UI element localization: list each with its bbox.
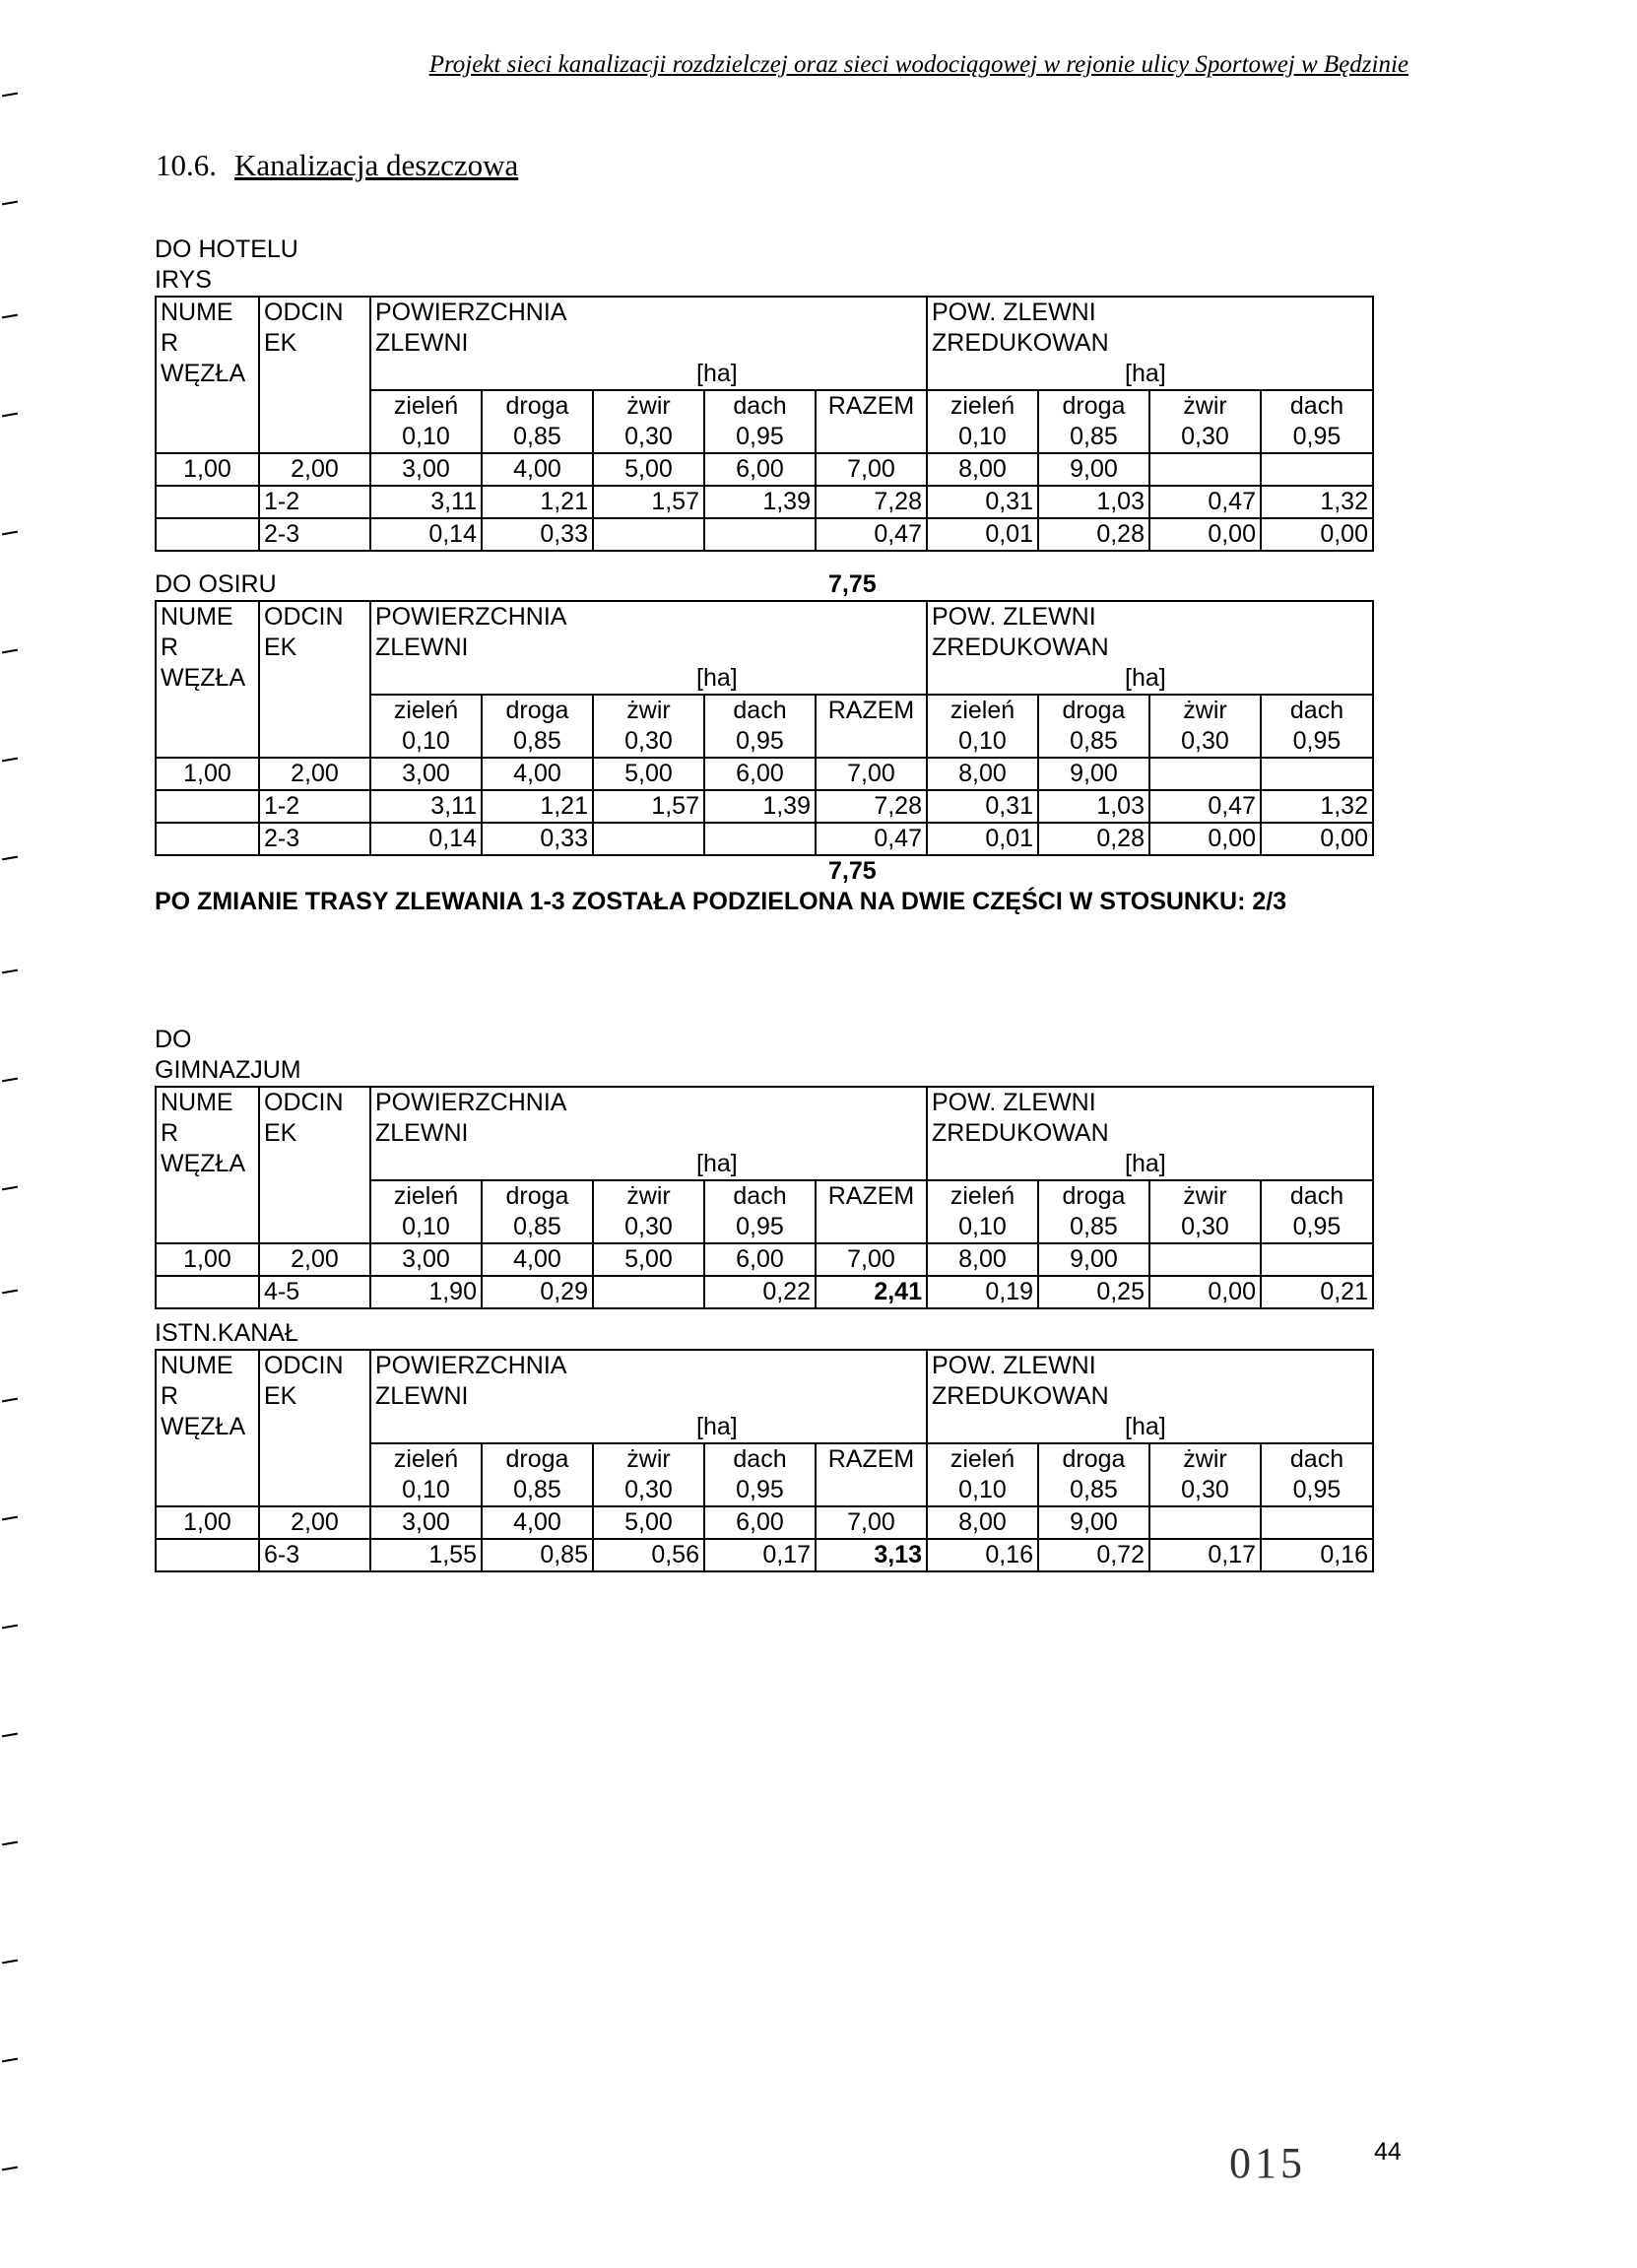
block-label: DO GIMNAZJUM [155,1026,301,1084]
column-number: 4,00 [482,1506,593,1539]
header-zredukowan: ZREDUKOWAN [927,1118,1373,1149]
header-nume-line2: R [156,1118,259,1149]
subheader-6: droga [1038,1443,1149,1475]
table-cell: 0,00 [1149,1276,1261,1308]
header-empty [259,1412,370,1443]
subheader-7: żwir [1149,1443,1261,1475]
binding-mark [2,1841,18,1846]
column-number: 2,00 [259,453,370,486]
table-cell: 2-3 [259,518,370,551]
subheader-2: żwir [593,390,704,422]
table-cell: 1,57 [593,790,704,823]
binding-mark [2,314,18,319]
coefficient-1: 0,85 [482,1475,593,1506]
archive-stamp: 015 [1229,2139,1306,2187]
header-empty [259,1475,370,1506]
coefficient-3: 0,95 [704,1475,816,1506]
subheader-0: zieleń [370,1180,482,1212]
column-number [1261,1243,1373,1276]
subheader-8: dach [1261,1180,1373,1212]
data-table [155,296,1374,552]
coefficient-1: 0,85 [482,726,593,758]
binding-mark [2,856,18,861]
header-odcinek: ODCIN [259,297,370,328]
subheader-6: droga [1038,1180,1149,1212]
header-nume: NUME [156,1087,259,1118]
header-zredukowan: ZREDUKOWAN [927,633,1373,663]
coefficient-1: 0,85 [482,422,593,453]
column-number: 1,00 [156,453,259,486]
coefficient-3: 0,95 [704,726,816,758]
binding-mark [2,2058,18,2063]
coefficient-2: 0,30 [593,1475,704,1506]
column-number: 4,00 [482,453,593,486]
subheader-6: droga [1038,390,1149,422]
table-cell: 1,39 [704,486,816,518]
table-cell: 2,41 [816,1276,927,1308]
table-cell: 1,03 [1038,790,1149,823]
coefficient-4 [816,726,927,758]
table-cell: 3,11 [370,486,482,518]
column-number [1261,1506,1373,1539]
subheader-1: droga [482,695,593,726]
column-number: 7,00 [816,1243,927,1276]
column-number: 9,00 [1038,758,1149,790]
coefficient-3: 0,95 [704,1212,816,1243]
subheader-3: dach [704,1443,816,1475]
subheader-1: droga [482,1443,593,1475]
coefficient-6: 0,85 [1038,726,1149,758]
column-number: 9,00 [1038,1506,1149,1539]
table-cell: 0,00 [1149,518,1261,551]
coefficient-6: 0,85 [1038,1212,1149,1243]
table-cell: 0,19 [927,1276,1038,1308]
table-cell: 7,28 [816,486,927,518]
table-block [155,1318,1374,1572]
column-number: 2,00 [259,1243,370,1276]
header-unit-ha: [ha] [927,359,1373,390]
subheader-3: dach [704,390,816,422]
header-zredukowan: ZREDUKOWAN [927,328,1373,359]
subheader-2: żwir [593,695,704,726]
binding-mark [2,93,18,98]
table-cell: 0,14 [370,518,482,551]
binding-mark [2,1398,18,1403]
table-cell: 2-3 [259,823,370,855]
section-title: Kanalizacja deszczowa [234,148,519,182]
table-cell: 0,16 [1261,1539,1373,1571]
table-cell: 0,72 [1038,1539,1149,1571]
column-number: 9,00 [1038,453,1149,486]
table-cell: 1,21 [482,486,593,518]
header-unit-ha: [ha] [370,359,927,390]
coefficient-8: 0,95 [1261,1212,1373,1243]
table-cell: 0,31 [927,486,1038,518]
table-cell: 0,25 [1038,1276,1149,1308]
coefficient-2: 0,30 [593,422,704,453]
header-empty [156,726,259,758]
table-cell [156,1276,259,1308]
table-cell: 0,47 [1149,790,1261,823]
column-number: 8,00 [927,1243,1038,1276]
table-cell: 0,29 [482,1276,593,1308]
header-empty [156,1180,259,1212]
table-row [156,823,1373,855]
header-zlewni: ZLEWNI [375,329,469,357]
column-number: 7,00 [816,453,927,486]
header-odcinek-line2: EK [259,633,370,663]
header-empty [259,663,370,695]
header-zredukowan: ZREDUKOWAN [927,1381,1373,1412]
table-cell: 0,17 [1149,1539,1261,1571]
table-cell: 1-2 [259,486,370,518]
binding-mark [2,1186,18,1191]
column-number: 4,00 [482,1243,593,1276]
column-number: 2,00 [259,758,370,790]
subheader-0: zieleń [370,1443,482,1475]
table-cell [156,823,259,855]
binding-mark [2,1960,18,1965]
section-number: 10.6. [156,148,217,182]
header-odcinek-line2: EK [259,328,370,359]
column-number: 3,00 [370,1506,482,1539]
block-label: ISTN.KANAŁ [155,1319,298,1347]
table-cell [704,518,816,551]
table-cell: 3,13 [816,1539,927,1571]
column-number [1149,1506,1261,1539]
table-cell [593,518,704,551]
header-nume-line2: R [156,328,259,359]
table-cell: 4-5 [259,1276,370,1308]
table-cell: 0,21 [1261,1276,1373,1308]
table-cell [704,823,816,855]
table-cell: 0,47 [816,823,927,855]
header-empty [259,1180,370,1212]
header-nume-line2: R [156,633,259,663]
column-number: 5,00 [593,1506,704,1539]
table-cell: 0,47 [1149,486,1261,518]
column-number: 6,00 [704,453,816,486]
column-number: 7,00 [816,1506,927,1539]
table-block [155,1025,1374,1309]
column-number [1149,1243,1261,1276]
header-empty [259,726,370,758]
header-pow-zlewni: POW. ZLEWNI [927,601,1373,633]
table-cell: 0,28 [1038,518,1149,551]
coefficient-6: 0,85 [1038,422,1149,453]
table-row [156,486,1373,518]
header-unit-ha: [ha] [927,663,1373,695]
data-table [155,1349,1374,1572]
header-wezla: WĘZŁA [156,359,259,390]
header-unit-ha: [ha] [370,663,927,695]
table-block [155,569,1396,917]
subheader-1: droga [482,1180,593,1212]
table-cell [156,486,259,518]
table-cell: 0,01 [927,823,1038,855]
column-number: 8,00 [927,758,1038,790]
block-total-after: 7,75 [828,857,877,885]
coefficient-8: 0,95 [1261,726,1373,758]
table-cell: 0,00 [1261,823,1373,855]
column-number: 7,00 [816,758,927,790]
block-label: DO OSIRU 7,75 [155,570,877,598]
header-empty [156,390,259,422]
coefficient-6: 0,85 [1038,1475,1149,1506]
column-number: 9,00 [1038,1243,1149,1276]
header-empty [259,1149,370,1180]
header-pow-zlewni: POW. ZLEWNI [927,297,1373,328]
column-number: 3,00 [370,1243,482,1276]
column-number [1261,758,1373,790]
column-number: 1,00 [156,758,259,790]
binding-mark [2,201,18,206]
data-table [155,600,1374,856]
header-nume: NUME [156,1350,259,1381]
note-text: PO ZMIANIE TRASY ZLEWANIA 1-3 ZOSTAŁA PODZIELONA NA DWIE CZĘŚCI W STOSUNKU: 2/3 [155,888,1287,915]
coefficient-2: 0,30 [593,1212,704,1243]
coefficient-0: 0,10 [370,726,482,758]
header-unit-ha: [ha] [370,1149,927,1180]
header-empty [259,359,370,390]
header-unit-ha: [ha] [927,1149,1373,1180]
coefficient-0: 0,10 [370,1475,482,1506]
coefficient-8: 0,95 [1261,422,1373,453]
header-empty [259,695,370,726]
subheader-6: droga [1038,695,1149,726]
header-odcinek: ODCIN [259,1350,370,1381]
binding-mark [2,531,18,536]
table-cell: 0,31 [927,790,1038,823]
subheader-4: RAZEM [816,390,927,422]
header-empty [156,695,259,726]
table-cell [156,790,259,823]
header-zlewni: ZLEWNI [375,1119,469,1147]
coefficient-3: 0,95 [704,422,816,453]
table-cell: 1,55 [370,1539,482,1571]
subheader-8: dach [1261,390,1373,422]
column-number: 5,00 [593,1243,704,1276]
header-powierzchnia: POWIERZCHNIA [370,601,927,633]
table-cell: 0,00 [1149,823,1261,855]
table-cell: 0,17 [704,1539,816,1571]
column-number: 6,00 [704,758,816,790]
subheader-8: dach [1261,695,1373,726]
header-empty [156,1212,259,1243]
coefficient-7: 0,30 [1149,726,1261,758]
subheader-8: dach [1261,1443,1373,1475]
column-number: 5,00 [593,758,704,790]
coefficient-5: 0,10 [927,726,1038,758]
subheader-4: RAZEM [816,1443,927,1475]
table-cell: 1,90 [370,1276,482,1308]
header-odcinek: ODCIN [259,601,370,633]
subheader-5: zieleń [927,1180,1038,1212]
subheader-4: RAZEM [816,1180,927,1212]
column-number: 3,00 [370,758,482,790]
column-number [1261,453,1373,486]
data-table [155,1086,1374,1309]
coefficient-7: 0,30 [1149,1475,1261,1506]
page-header: Projekt sieci kanalizacji rozdzielczej oraz sieci wodociągowej w rejonie ulicy Sportowej w Będzinie [428,51,1408,78]
table-cell: 1,03 [1038,486,1149,518]
subheader-5: zieleń [927,390,1038,422]
coefficient-0: 0,10 [370,1212,482,1243]
table-cell: 0,85 [482,1539,593,1571]
subheader-1: droga [482,390,593,422]
header-zlewni: ZLEWNI [375,634,469,661]
header-empty [259,422,370,453]
page-number: 44 [1374,2138,1402,2166]
subheader-5: zieleń [927,1443,1038,1475]
table-cell [156,1539,259,1571]
table-cell: 1,57 [593,486,704,518]
table-cell: 0,33 [482,518,593,551]
table-cell: 0,56 [593,1539,704,1571]
coefficient-4 [816,1212,927,1243]
table-cell [593,823,704,855]
column-number: 6,00 [704,1243,816,1276]
binding-mark [2,1733,18,1738]
table-cell: 0,33 [482,823,593,855]
table-row [156,790,1373,823]
column-number: 5,00 [593,453,704,486]
column-number: 1,00 [156,1506,259,1539]
table-cell: 0,28 [1038,823,1149,855]
coefficient-7: 0,30 [1149,422,1261,453]
column-number: 2,00 [259,1506,370,1539]
header-powierzchnia: POWIERZCHNIA [370,297,927,328]
column-number: 8,00 [927,1506,1038,1539]
table-cell: 0,14 [370,823,482,855]
table-cell: 1,32 [1261,790,1373,823]
section-heading [156,148,518,183]
table-cell: 0,16 [927,1539,1038,1571]
subheader-2: żwir [593,1443,704,1475]
header-empty [259,1212,370,1243]
header-odcinek-line2: EK [259,1118,370,1149]
header-powierzchnia: POWIERZCHNIA [370,1087,927,1118]
table-cell: 0,01 [927,518,1038,551]
table-cell [593,1276,704,1308]
binding-mark [2,758,18,763]
coefficient-5: 0,10 [927,1212,1038,1243]
header-empty [156,422,259,453]
table-block [155,234,1374,552]
coefficient-5: 0,10 [927,422,1038,453]
table-cell [156,518,259,551]
table-cell: 3,11 [370,790,482,823]
coefficient-4 [816,1475,927,1506]
subheader-3: dach [704,1180,816,1212]
table-cell: 7,28 [816,790,927,823]
column-number: 6,00 [704,1506,816,1539]
header-empty [259,390,370,422]
table-cell: 1,39 [704,790,816,823]
table-cell: 1,32 [1261,486,1373,518]
binding-mark [2,1516,18,1521]
header-empty [156,1443,259,1475]
header-nume: NUME [156,297,259,328]
subheader-7: żwir [1149,1180,1261,1212]
table-cell: 6-3 [259,1539,370,1571]
header-powierzchnia: POWIERZCHNIA [370,1350,927,1381]
header-unit-ha: [ha] [927,1412,1373,1443]
header-wezla: WĘZŁA [156,663,259,695]
header-wezla: WĘZŁA [156,1149,259,1180]
binding-mark [2,969,18,974]
subheader-4: RAZEM [816,695,927,726]
coefficient-1: 0,85 [482,1212,593,1243]
subheader-5: zieleń [927,695,1038,726]
table-cell: 1-2 [259,790,370,823]
subheader-7: żwir [1149,695,1261,726]
subheader-0: zieleń [370,695,482,726]
block-total: 7,75 [828,570,877,598]
table-row [156,518,1373,551]
binding-mark [2,413,18,418]
block-label: DO HOTELU IRYS [155,235,298,294]
header-empty [259,1443,370,1475]
binding-mark [2,649,18,654]
coefficient-0: 0,10 [370,422,482,453]
coefficient-8: 0,95 [1261,1475,1373,1506]
table-cell: 0,00 [1261,518,1373,551]
header-odcinek-line2: EK [259,1381,370,1412]
coefficient-7: 0,30 [1149,1212,1261,1243]
header-unit-ha: [ha] [370,1412,927,1443]
table-cell: 1,21 [482,790,593,823]
subheader-3: dach [704,695,816,726]
header-zlewni: ZLEWNI [375,1382,469,1410]
binding-mark [2,1290,18,1295]
column-number [1149,758,1261,790]
coefficient-2: 0,30 [593,726,704,758]
header-nume-line2: R [156,1381,259,1412]
header-wezla: WĘZŁA [156,1412,259,1443]
subheader-2: żwir [593,1180,704,1212]
column-number: 8,00 [927,453,1038,486]
header-empty [156,1475,259,1506]
header-nume: NUME [156,601,259,633]
column-number [1149,453,1261,486]
table-row [156,1539,1373,1571]
column-number: 1,00 [156,1243,259,1276]
coefficient-5: 0,10 [927,1475,1038,1506]
coefficient-4 [816,422,927,453]
table-row [156,1276,1373,1308]
subheader-7: żwir [1149,390,1261,422]
table-cell: 0,22 [704,1276,816,1308]
binding-mark [2,1625,18,1630]
subheader-0: zieleń [370,390,482,422]
header-odcinek: ODCIN [259,1087,370,1118]
header-pow-zlewni: POW. ZLEWNI [927,1087,1373,1118]
binding-mark [2,1078,18,1083]
binding-mark [2,2167,18,2171]
header-pow-zlewni: POW. ZLEWNI [927,1350,1373,1381]
table-cell: 0,47 [816,518,927,551]
column-number: 4,00 [482,758,593,790]
column-number: 3,00 [370,453,482,486]
